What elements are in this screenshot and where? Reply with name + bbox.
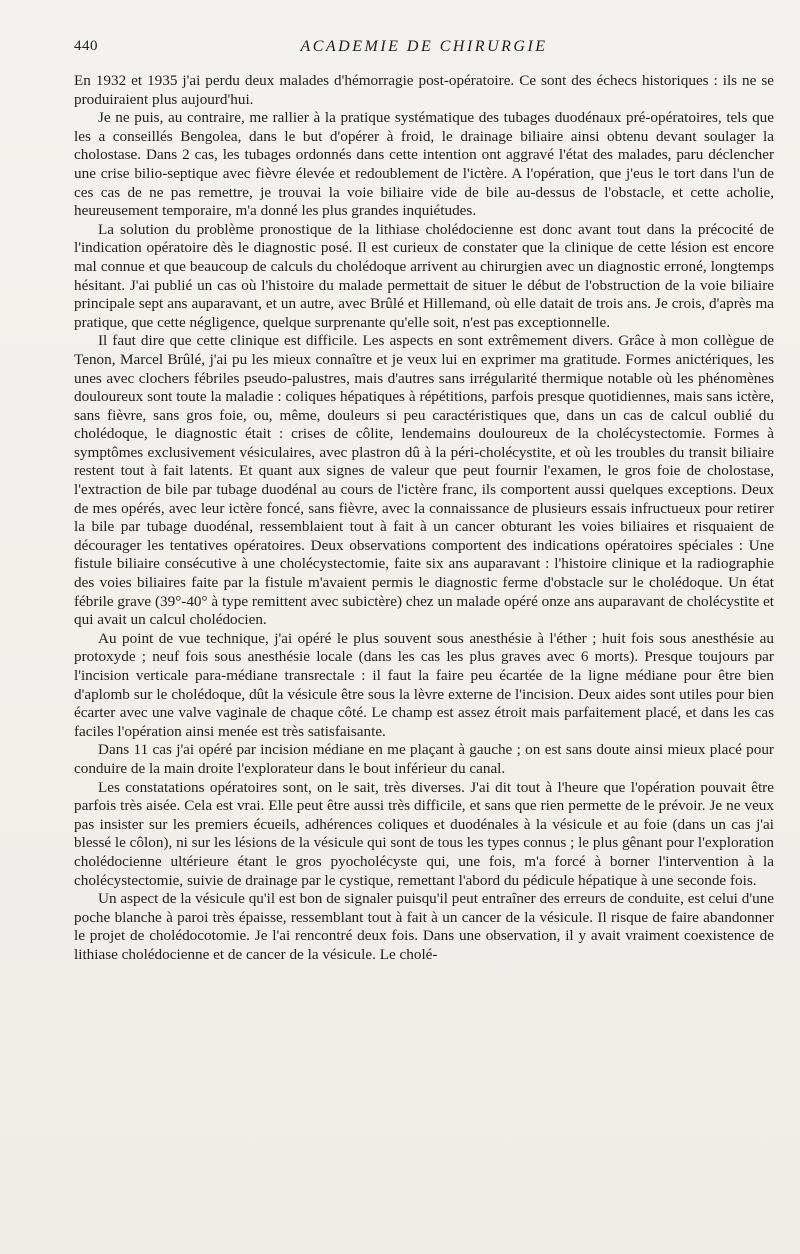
paragraph: Au point de vue technique, j'ai opéré le plus souvent sous anesthésie à l'éther ; huit fois sous anesthésie au protoxyde ; neuf fois sous anesthésie locale (dans les cas les plus graves avec 6 morts). Presque toujours par l'incision verticale para-médiane transrectale : il faut la faire peu écartée de la ligne médiane pour être bien d'aplomb sur le cholédoque, dût la vésicule être sous la lèvre externe de l'incision. Deux aides sont utiles pour bien écarter avec une valve vaginale de chaque côté. Le champ est assez étroit mais parfaitement placé, et dans les cas faciles l'opération ainsi menée est très satisfaisante. [74, 629, 774, 740]
journal-title: ACADEMIE DE CHIRURGIE [300, 38, 548, 55]
paragraph: La solution du problème pronostique de la lithiase cholédocienne est donc avant tout dans la précocité de l'indication opératoire dès le diagnostic posé. Il est curieux de constater que la clinique de cette lésion est encore mal connue et que beaucoup de calculs du cholédoque arrivent au chirurgien avec un diagnostic erroné, longtemps hésitant. J'ai publié un cas où l'histoire du malade permettait de situer le début de l'obstruction de la voie biliaire principale sept ans auparavant, et un autre, avec Brûlé et Hillemand, où elle datait de trois ans. Je crois, d'après ma pratique, que cette négligence, quelque surprenante qu'elle soit, n'est pas exceptionnelle. [74, 220, 774, 331]
paragraph: Il faut dire que cette clinique est difficile. Les aspects en sont extrêmement divers. Grâce à mon collègue de Tenon, Marcel Brûlé, j'ai pu les mieux connaître et je veux lui en exprimer ma gratitude. Formes anictériques, les unes avec clochers fébriles pseudo-palustres, mais d'autres sans irrégularité thermique notable où les phénomènes douloureux sont toute la maladie : coliques hépatiques à répétitions, parfois presque quotidiennes, mais sans ictère, sans fièvre, sans gros foie, ou, même, douleurs si peu caractéristiques que, dans un cas de calcul oublié du cholédoque, le diagnostic était : crises de côlite, lendemains douloureux de la cholécystectomie. Formes à symptômes exclusivement vésiculaires, avec plastron dû à la péri-cholécystite, et où les troubles du transit biliaire restent tout à fait latents. Et quant aux signes de valeur que peut fournir l'examen, le gros foie de cholostase, l'extraction de bile par tubage duodénal au cours de l'ictère franc, ils comportent aussi quelques exceptions. Deux de mes opérés, avec leur ictère foncé, sans fièvre, avec la connaissance de plusieurs essais infructueux pour retirer la bile par tubage duodénal, ressemblaient tout à fait à un cancer obturant les voies biliaires et risquaient de décourager les tentatives opératoires. Deux observations comportent des indications opératoires spéciales : Une fistule biliaire consécutive à une cholécystectomie, faite six ans auparavant : l'histoire clinique et la radiographie des voies biliaires faite par la fistule m'avaient permis le diagnostic ferme d'obstacle sur le cholédoque. Un état fébrile grave (39°-40° à type remittent avec subictère) chez un malade opéré onze ans auparavant de cholécystite et qui avait un calcul cholédocien. [74, 332, 774, 629]
paragraph: Dans 11 cas j'ai opéré par incision médiane en me plaçant à gauche ; on est sans doute ainsi mieux placé pour conduire de la main droite l'explorateur dans le bout inférieur du canal. [74, 741, 774, 777]
running-head [74, 38, 774, 62]
body-text [74, 72, 774, 965]
paragraph: Je ne puis, au contraire, me rallier à la pratique systématique des tubages duodénaux pré-opératoires, tels que les a conseillés Bengolea, dans le but d'opérer à froid, le drainage biliaire ainsi obtenu devant soulager la cholostase. Dans 2 cas, les tubages ordonnés dans cette intention ont aggravé l'état des malades, paru déclencher une crise bilio-septique avec fièvre élevée et redoublement de l'ictère. A l'opération, que j'eus le tort dans l'un de ces cas de ne pas remettre, je trouvai la voie biliaire vide de bile au-dessus de l'obstacle, et cette acholie, heureusement temporaire, m'a donné les plus grandes inquiétudes. [74, 109, 774, 220]
paragraph: Les constatations opératoires sont, on le sait, très diverses. J'ai dit tout à l'heure que l'opération pouvait être parfois très aisée. Cela est vrai. Elle peut être aussi très difficile, et sans que rien permette de le prévoir. Je ne veux pas insister sur les premiers écueils, adhérences coliques et duodénales à la vésicule et au foie (dans un cas j'ai blessé le côlon), ni sur les lésions de la vésicule qui sont de tous les types connus ; le plus gênant pour l'exploration cholédocienne ultérieure étant le gros pyocholécyste qui, une fois, m'a forcé à borner l'intervention à la cholécystectomie, suivie de drainage par le cystique, remettant l'abord du pédicule hépatique à une seconde fois. [74, 778, 774, 889]
page-number: 440 [74, 38, 98, 54]
paragraph: Un aspect de la vésicule qu'il est bon de signaler puisqu'il peut entraîner des erreurs de conduite, est celui d'une poche blanche à paroi très épaisse, ressemblant tout à fait à un cancer de la vésicule. Il risque de faire abandonner le projet de cholédocotomie. Je l'ai rencontré deux fois. Dans une observation, il y avait vraiment coexistence de lithiase cholédocienne et de cancer de la vésicule. Le cholé- [74, 890, 774, 963]
paragraph: En 1932 et 1935 j'ai perdu deux malades d'hémorragie post-opératoire. Ce sont des échecs historiques : ils ne se produiraient plus aujourd'hui. [74, 72, 774, 108]
